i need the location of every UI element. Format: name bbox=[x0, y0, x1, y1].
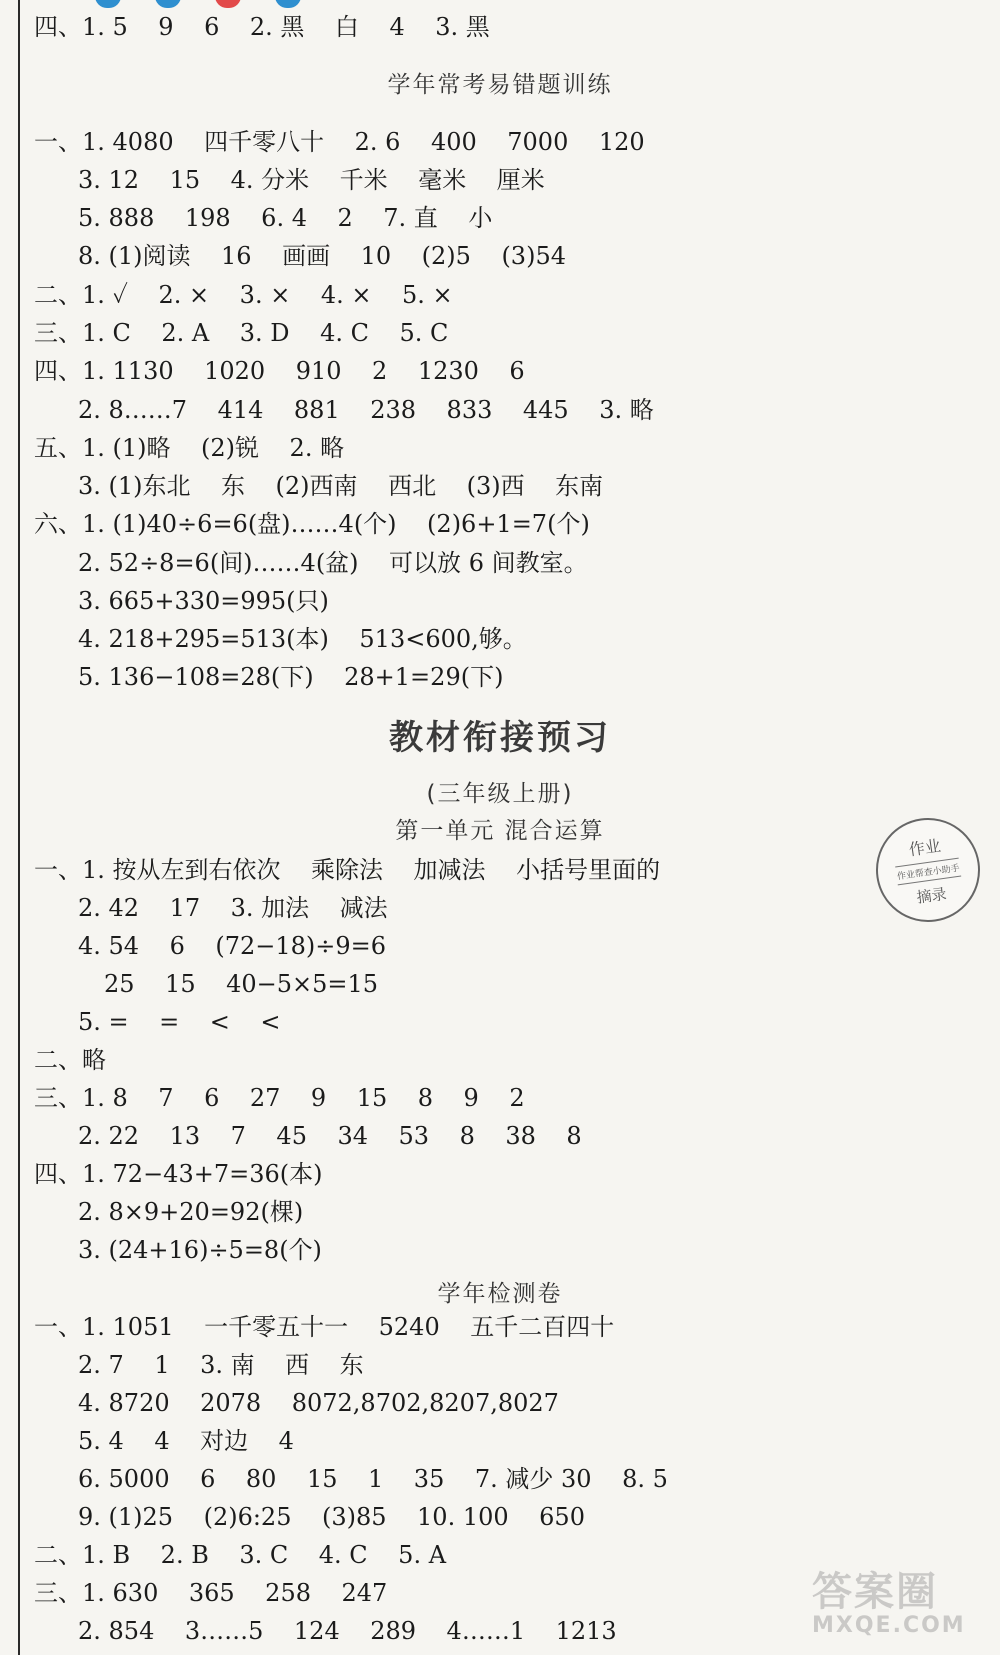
site-watermark bbox=[812, 1560, 982, 1646]
answer-line: 2. 8×9+20=92(棵) bbox=[78, 1198, 304, 1226]
answer-line: 4. 54 6 (72−18)÷9=6 bbox=[78, 932, 387, 960]
answer-line: 5. 136−108=28(下) 28+1=29(下) bbox=[78, 663, 504, 691]
answer-line: 5. = = < < bbox=[78, 1008, 281, 1036]
chapter-title: 教材衔接预习 bbox=[389, 718, 611, 758]
answer-line: 二、1. B 2. B 3. C 4. C 5. A bbox=[34, 1541, 447, 1569]
stamp-bottom-text: 摘录 bbox=[915, 884, 948, 907]
answer-line: 3. 12 15 4. 分米 千米 毫米 厘米 bbox=[78, 166, 545, 194]
answer-line: 六、1. (1)40÷6=6(盘)……4(个) (2)6+1=7(个) bbox=[34, 510, 590, 538]
answer-line: 2. 22 13 7 45 34 53 8 38 8 bbox=[78, 1122, 582, 1150]
answer-line: 一、1. 4080 四千零八十 2. 6 400 7000 120 bbox=[34, 128, 645, 156]
answer-line: 三、1. 8 7 6 27 9 15 8 9 2 bbox=[34, 1084, 525, 1112]
answer-line: 2. 854 3……5 124 289 4……1 1213 bbox=[78, 1617, 617, 1645]
section-heading: 学年检测卷 bbox=[437, 1281, 563, 1307]
answer-line: 25 15 40−5×5=15 bbox=[104, 970, 379, 998]
answer-line: 五、1. (1)略 (2)锐 2. 略 bbox=[34, 434, 345, 462]
answer-line: 3. (1)东北 东 (2)西南 西北 (3)西 东南 bbox=[78, 472, 604, 500]
answer-line: 3. (24+16)÷5=8(个) bbox=[78, 1236, 322, 1264]
unit-heading: 第一单元 混合运算 bbox=[395, 818, 605, 844]
answer-line: 四、1. 72−43+7=36(本) bbox=[34, 1160, 323, 1188]
answer-line: 2. 52÷8=6(间)……4(盆) 可以放 6 间教室。 bbox=[78, 549, 588, 577]
answer-line: 一、1. 1051 一千零五十一 5240 五千二百四十 bbox=[34, 1313, 615, 1341]
section-heading: 学年常考易错题训练 bbox=[387, 72, 613, 98]
answer-line: 8. (1)阅读 16 画画 10 (2)5 (3)54 bbox=[78, 242, 566, 270]
stamp-top-text: 作业 bbox=[907, 835, 942, 859]
answer-line: 2. 42 17 3. 加法 减法 bbox=[78, 894, 388, 922]
stamp-middle-text: 作业帮查小助手 bbox=[896, 857, 961, 885]
answer-line: 三、1. 630 365 258 247 bbox=[34, 1579, 388, 1607]
watermark-url: MXQE.COM bbox=[812, 1613, 966, 1638]
answer-line: 四、1. 5 9 6 2. 黑 白 4 3. 黑 bbox=[34, 13, 490, 41]
answer-line: 5. 4 4 对边 4 bbox=[78, 1427, 294, 1455]
watermark-logo-text: 答案圈 bbox=[812, 1569, 938, 1615]
answer-line: 5. 888 198 6. 4 2 7. 直 小 bbox=[78, 204, 493, 232]
answer-line: 2. 7 1 3. 南 西 东 bbox=[78, 1351, 364, 1379]
answer-line: 6. 5000 6 80 15 1 35 7. 减少 30 8. 5 bbox=[78, 1465, 668, 1493]
answer-line: 4. 218+295=513(本) 513<600,够。 bbox=[78, 625, 527, 653]
answer-line: 二、1. ✓ 2. × 3. × 4. × 5. × bbox=[34, 281, 453, 309]
answer-line: 2. 8……7 414 881 238 833 445 3. 略 bbox=[78, 396, 654, 424]
top-edge-marks bbox=[95, 0, 325, 10]
answer-line: 二、略 bbox=[34, 1046, 106, 1074]
answer-line: 一、1. 按从左到右依次 乘除法 加减法 小括号里面的 bbox=[34, 856, 661, 884]
answer-line: 3. 665+330=995(只) bbox=[78, 587, 329, 615]
answer-line: 三、1. C 2. A 3. D 4. C 5. C bbox=[34, 319, 449, 347]
grade-subtitle: (三年级上册) bbox=[426, 781, 574, 807]
answer-line: 4. 8720 2078 8072,8702,8207,8027 bbox=[78, 1389, 559, 1417]
answer-line: 四、1. 1130 1020 910 2 1230 6 bbox=[34, 357, 525, 385]
answer-line: 9. (1)25 (2)6:25 (3)85 10. 100 650 bbox=[78, 1503, 585, 1531]
